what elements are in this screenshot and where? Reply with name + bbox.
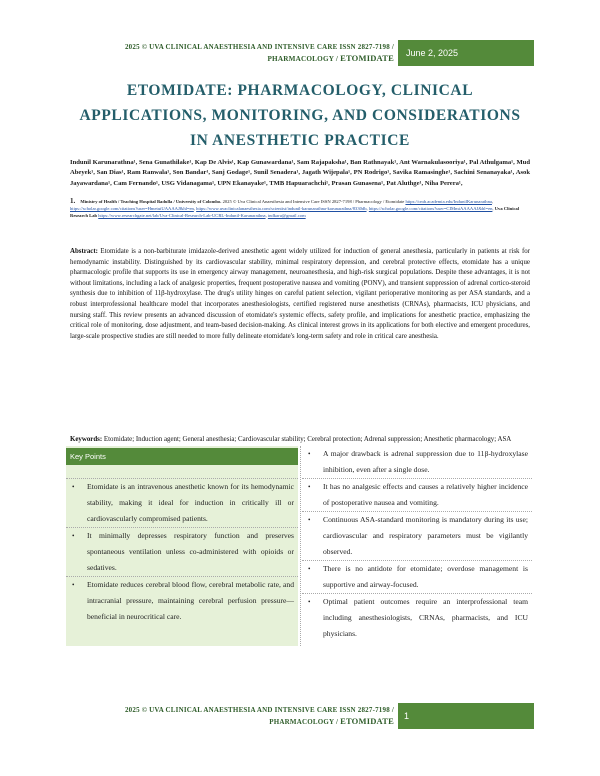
list-item: • There is no antidote for etomidate; overdose management is supportive and airway-focused.	[302, 560, 532, 593]
list-item: • Etomidate reduces cerebral blood flow, cerebral metabolic rate, and intracranial pressure, maintaining cerebral perfusion pressure—beneficial in neurocritical care.	[66, 576, 298, 625]
bullet-icon: •	[72, 483, 75, 491]
abstract	[70, 247, 530, 342]
author-list: Indunil Karunarathna¹, Sena Gunathilake¹, Kap De Alvis¹, Kap Gunawardana¹, Sam Rajapaksha¹, Ban Rathnayak¹, Ant Warnakulasooriya¹, Pal Athulgama¹, Mud Abeyek¹, San Dias¹, Ram Ranwala¹, Son Bandar¹, Sanj Godage¹, Sunil Senadera¹, Jagath Wijepala¹, PN Rodrigo¹, Savika Ramasinghe¹, Sachini Senanayaka¹, Asok Jayawardana¹, Cam Fernando¹, USG Vidanagama¹, UPN Ekanayake¹, TMB Hapuarachchi¹, Prasan Gunasena¹, Pat Aluthge¹, Niha Perera¹,	[70, 159, 530, 187]
bullet-icon: •	[308, 565, 311, 573]
affiliation-institution: Ministry of Health / Teaching Hospital Badulla / University of Colombo.	[80, 199, 222, 204]
affiliation-lab: Uva Clinical Research Lab	[70, 206, 520, 219]
page-header	[62, 40, 534, 66]
abstract-text: Etomidate is a non-barbiturate imidazole-derived anesthetic agent widely utilized for induction of general anesthesia, particularly in patients at risk for hemodynamic instability. Distinguished by its cardiovascular stability, minimal respiratory depression, and cerebral protective effects, etomidate has a unique pharmacologic profile that supports its use in emergency airway management, neuroanesthesia, and high-risk surgical populations. Despite these advantages, it is not without limitations, including a lack of analgesic properties, frequent postoperative nausea and vomiting (PONV), and transient suppression of adrenal cortico-steroid synthesis due to inhibition of 11β-hydroxylase. The drug's utility hinges on careful patient selection, vigilant perioperative monitoring as per ASA standards, and a robust interprofessional healthcare model that incorporates anesthesiologists, certified registered nurse anesthetists (CRNAs), pharmacists, ICU physicians, and nursing staff. This review presents an advanced discussion of etomidate's systemic effects, safety profile, and implications for anesthetic practice, emphasizing the critical role of monitoring, dose adjustment, and team-based decision-making. As clinical interest grows in its applications for both elective and emergent procedures, large-scale prospective studies are still needed to more fully delineate etomidate's long-term safety and role in critical care anesthesia.	[70, 248, 530, 340]
journal-topic: ETOMIDATE	[340, 53, 394, 63]
list-item: • Optimal patient outcomes require an interprofessional team including anesthesiologists, CRNAs, pharmacists, and ICU physicians.	[302, 593, 532, 642]
bullet-icon: •	[72, 532, 75, 540]
list-item: • A major drawback is adrenal suppression due to 11β-hydroxylase inhibition, even after a single dose.	[302, 446, 532, 478]
page-footer	[62, 703, 534, 729]
affiliation-link-researchgate[interactable]: https://www.researchgate.net/lab/Uva-Clinical-Research-Lab-UCRL-Indunil-Karunarathna	[98, 213, 266, 219]
journal-line-1: 2025 © UVA CLINICAL ANAESTHESIA AND INTENSIVE CARE ISSN 2827-7198 /	[124, 43, 394, 51]
affiliation-block: 1. Ministry of Health / Teaching Hospital Badulla / University of Colombo. 2025 © Uva Clinical Anaesthesia and Intensive Care ISSN 2827-7198 / Pharmacology / Etomidate https://cmb.academia.edu/IndunilKarunarathna, https://scholar.google.com/citations?user=HmetuiUAAAAJ&hl=en, https://www.uvaclinicalanaesthesia.com/scientist/indunil-karunarathna-karunarathna/8330db, https://scholar.google.com/citations?user=CIMmiAAAAAJ&hl=en, Uva Clinical Research Lab https://www.researchgate.net/lab/Uva-Clinical-Research-Lab-UCRL-Indunil-Karunarathna, indkaru@gmail.com	[70, 197, 520, 219]
footer-line-2: PHARMACOLOGY /	[269, 718, 341, 726]
footer-running-head	[62, 705, 394, 728]
bullet-icon: •	[308, 450, 311, 458]
article-title: ETOMIDATE: PHARMACOLOGY, CLINICAL APPLICATIONS, MONITORING, AND CONSIDERATIONS IN ANESTHETIC PRACTICE	[79, 82, 521, 149]
key-points-heading: Key Points	[66, 448, 298, 465]
list-item: • Continuous ASA-standard monitoring is mandatory during its use; cardiovascular and respiratory parameters must be vigilantly observed.	[302, 511, 532, 560]
abstract-label: Abstract:	[70, 248, 98, 255]
list-item: • It minimally depresses respiratory function and preserves spontaneous ventilation unless co-administered with opioids or sedatives.	[66, 527, 298, 576]
key-points-right-column	[302, 446, 532, 642]
affiliation-journal-ref: 2025 © Uva Clinical Anaesthesia and Intensive Care ISSN 2827-7198 / Pharmacology / Etomidate	[222, 199, 405, 204]
bullet-icon: •	[308, 516, 311, 524]
keywords-label: Keywords:	[70, 436, 103, 443]
affiliation-email[interactable]: indkaru@gmail.com	[267, 213, 306, 219]
affiliation-link-scholar-2[interactable]: https://scholar.google.com/citations?user=CIMmiAAAAAJ&hl=en	[368, 206, 493, 212]
publication-date: June 2, 2025	[398, 40, 534, 66]
bullet-icon: •	[72, 581, 75, 589]
affiliation-link-academia[interactable]: https://cmb.academia.edu/IndunilKarunarathna	[405, 199, 492, 204]
list-item: • Etomidate is an intravenous anesthetic known for its hemodynamic stability, making it ideal for induction in critically ill or cardiovascularly compromised patients.	[66, 478, 298, 527]
bullet-icon: •	[308, 598, 311, 606]
column-divider	[300, 446, 301, 646]
key-points-left-column	[66, 478, 298, 625]
journal-running-head	[62, 42, 394, 65]
footer-topic: ETOMIDATE	[340, 716, 394, 726]
affiliation-link-scholar-1[interactable]: https://scholar.google.com/citations?user=HmetuiUAAAAJ&hl=en	[70, 206, 194, 212]
page-number: 1	[398, 703, 534, 729]
bullet-icon: •	[308, 483, 311, 491]
affiliation-link-profile[interactable]: https://www.uvaclinicalanaesthesia.com/scientist/indunil-karunarathna-karunarathna/8330db	[196, 206, 367, 212]
list-item: • It has no analgesic effects and causes a relatively higher incidence of postoperative nausea and vomiting.	[302, 478, 532, 511]
footer-line-1: 2025 © UVA CLINICAL ANAESTHESIA AND INTENSIVE CARE ISSN 2827-7198 /	[124, 706, 394, 714]
keywords-text: Etomidate; Induction agent; General anesthesia; Cardiovascular stability; Cerebral protection; Adrenal suppression; Anesthetic pharmacology; ASA	[103, 436, 511, 443]
journal-line-2: PHARMACOLOGY /	[267, 55, 341, 63]
affiliation-number: 1.	[70, 197, 76, 205]
